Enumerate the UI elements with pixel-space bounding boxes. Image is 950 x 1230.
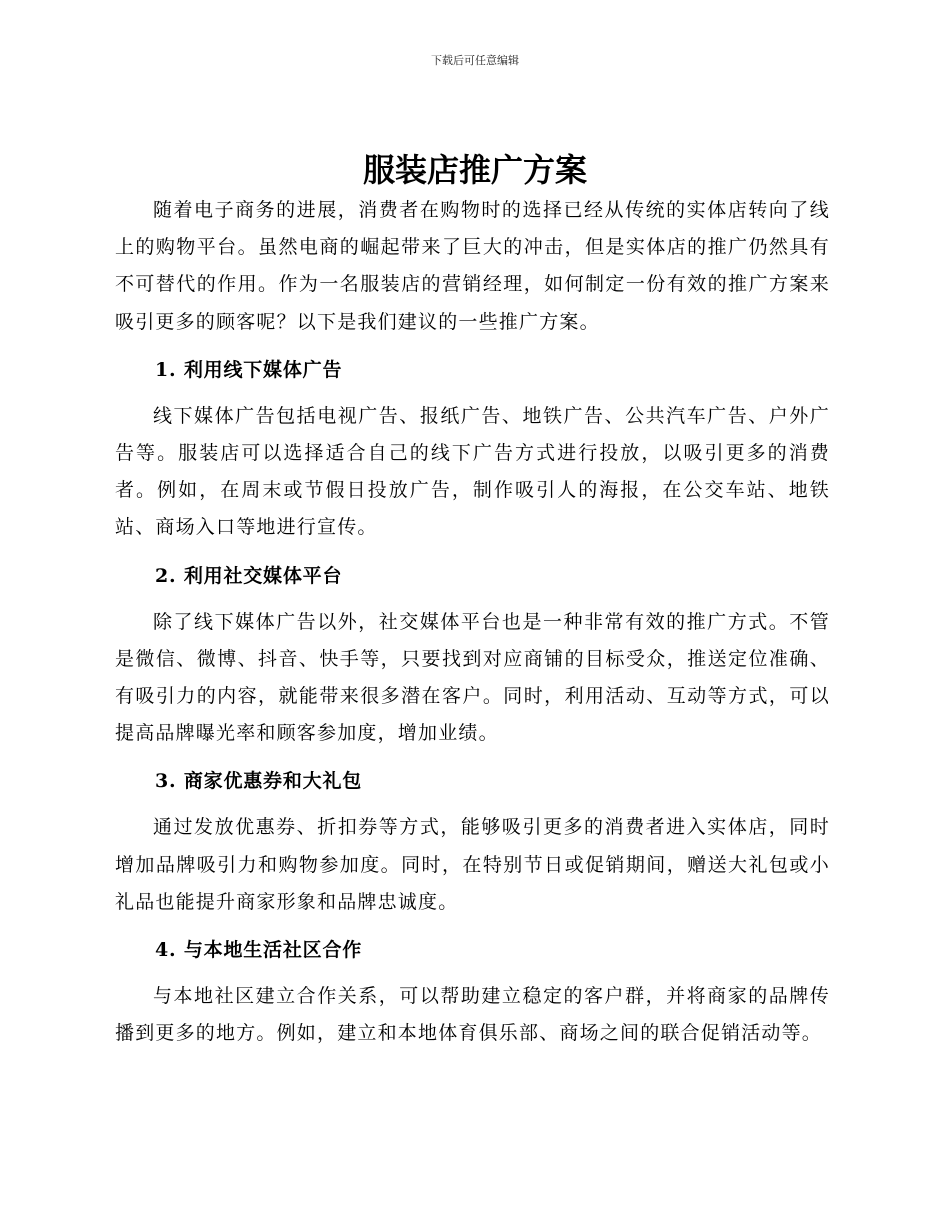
document-body <box>115 192 830 1052</box>
section-heading-3: 3. 商家优惠券和大礼包 <box>155 770 363 793</box>
section-heading-2: 2. 利用社交媒体平台 <box>155 564 343 587</box>
section-heading-4: 4. 与本地生活社区合作 <box>155 939 363 962</box>
section-paragraph-3: 通过发放优惠券、折扣券等方式，能够吸引更多的消费者进入实体店，同时增加品牌吸引力和购物参加度。同时，在特别节日或促销期间，赠送大礼包或小礼品也能提升商家形象和品牌忠诚度。 <box>115 816 830 913</box>
page-header-note: 下载后可任意编辑 <box>431 54 519 67</box>
section-heading-1: 1. 利用线下媒体广告 <box>155 358 343 381</box>
intro-paragraph: 随着电子商务的进展，消费者在购物时的选择已经从传统的实体店转向了线上的购物平台。虽然电商的崛起带来了巨大的冲击，但是实体店的推广仍然具有不可替代的作用。作为一名服装店的营销经理，如何制定一份有效的推广方案来吸引更多的顾客呢？以下是我们建议的一些推广方案。 <box>115 199 830 333</box>
document-title: 服装店推广方案 <box>362 151 587 189</box>
section-paragraph-4: 与本地社区建立合作关系，可以帮助建立稳定的客户群，并将商家的品牌传播到更多的地方。例如，建立和本地体育俱乐部、商场之间的联合促销活动等。 <box>115 985 830 1045</box>
section-paragraph-1: 线下媒体广告包括电视广告、报纸广告、地铁广告、公共汽车广告、户外广告等。服装店可以选择适合自己的线下广告方式进行投放，以吸引更多的消费者。例如，在周末或节假日投放广告，制作吸引人的海报，在公交车站、地铁站、商场入口等地进行宣传。 <box>115 404 830 539</box>
section-paragraph-2: 除了线下媒体广告以外，社交媒体平台也是一种非常有效的推广方式。不管是微信、微博、抖音、快手等，只要找到对应商铺的目标受众，推送定位准确、有吸引力的内容，就能带来很多潜在客户。同时，利用活动、互动等方式，可以提高品牌曝光率和顾客参加度，增加业绩。 <box>115 610 830 745</box>
